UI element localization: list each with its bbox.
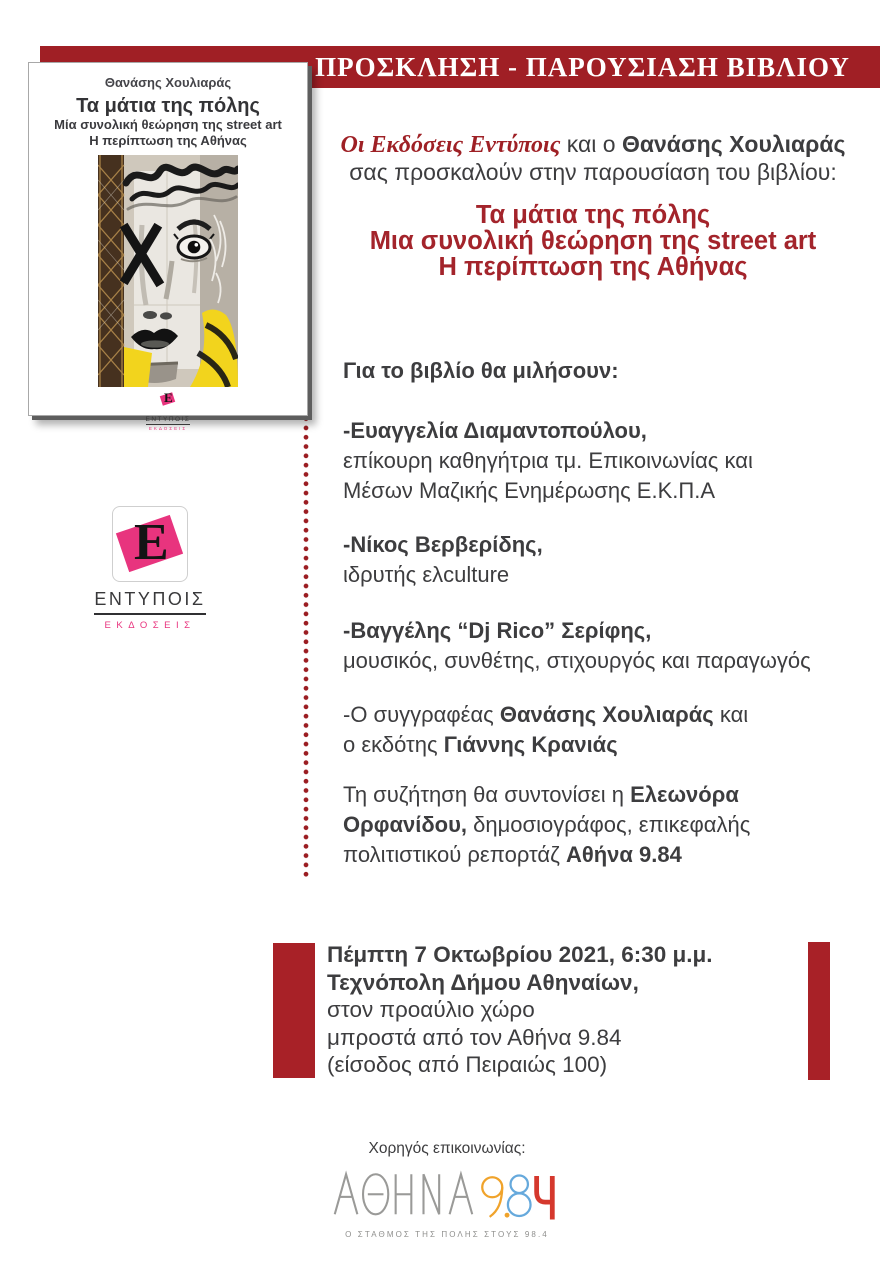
sponsor-tagline: Ο ΣΤΑΘΜΟΣ ΤΗΣ ΠΟΛΗΣ ΣΤΟΥΣ 98.4: [345, 1230, 549, 1239]
red-accent-bar-left: [273, 943, 315, 1078]
moderator-line-1: Τη συζήτηση θα συντονίσει η Ελεωνόρα: [343, 782, 739, 807]
event-location-2: μπροστά από τον Αθήνα 9.84: [327, 1024, 622, 1050]
book-cover-title: Τα μάτια της πόλης: [76, 95, 260, 117]
intro-line-1: Οι Εκδόσεις Εντύποις και ο Θανάσης Χουλιαράς: [340, 131, 846, 158]
speakers-section: [343, 356, 868, 870]
moderator: [343, 780, 868, 870]
book-title-line-3: Η περίπτωση της Αθήνας: [438, 253, 748, 281]
red-accent-bar-right: [808, 942, 830, 1080]
book-cover: [28, 62, 308, 431]
invitation-intro: [310, 131, 876, 280]
book-cover-author: Θανάσης Χουλιαράς: [104, 75, 232, 90]
event-details: [327, 941, 797, 1079]
book-cover-art: [98, 155, 238, 387]
event-venue: Τεχνόπολη Δήμου Αθηναίων,: [327, 969, 639, 995]
speaker-1-role-2: Μέσων Μαζικής Ενημέρωσης Ε.Κ.Π.Α: [343, 478, 716, 503]
speaker-3-role: μουσικός, συνθέτης, στιχουργός και παραγωγός: [343, 648, 811, 673]
author-name-text: Θανάσης Χουλιαράς: [621, 131, 846, 157]
event-entrance: (είσοδος από Πειραιώς 100): [327, 1052, 608, 1077]
book-title-line-2: Μια συνολική θεώρηση της street art: [369, 227, 817, 255]
publisher-logo-subtitle: ΕΚΔΟΣΕΙΣ: [104, 620, 196, 631]
speaker-1-role-1: επίκουρη καθηγήτρια τμ. Επικοινωνίας και: [343, 448, 753, 473]
speaker-3-name: -Βαγγέλης “Dj Rico” Σερίφης,: [343, 618, 652, 643]
speaker-2: [343, 530, 868, 590]
speaker-4: [343, 700, 868, 760]
event-datetime: Πέμπτη 7 Οκτωβρίου 2021, 6:30 μ.μ.: [327, 942, 713, 967]
speaker-4-line-1: -Ο συγγραφέας Θανάσης Χουλιαράς και: [343, 702, 749, 727]
book-title-line-1: Τα μάτια της πόλης: [475, 201, 711, 229]
intro-line-2: σας προσκαλούν στην παρουσίαση του βιβλίου:: [349, 158, 837, 185]
speaker-3: [343, 616, 868, 676]
publisher-logo-name: ΕΝΤΥΠΟΙΣ: [94, 589, 205, 615]
athina-984-logo-icon: [333, 1168, 561, 1224]
publisher-mark-icon: Ε: [158, 390, 178, 408]
moderator-line-2: Ορφανίδου, δημοσιογράφος, επικεφαλής: [343, 812, 751, 837]
book-cover-subtitle-1: Μία συνολική θεώρηση της street art: [54, 117, 282, 132]
speaker-2-role: ιδρυτής ελculture: [343, 562, 510, 587]
sponsor-section: [280, 1140, 614, 1239]
sponsor-label: Χορηγός επικοινωνίας:: [368, 1140, 526, 1157]
speaker-1: [343, 416, 868, 506]
publisher-name-text: Οι Εκδόσεις Εντύποις: [340, 132, 561, 158]
book-cover-subtitle-2: Η περίπτωση της Αθήνας: [89, 133, 247, 148]
book-title-red: [310, 202, 876, 280]
publisher-logo-icon: Ε: [112, 506, 188, 582]
moderator-line-3: πολιτιστικού ρεπορτάζ Αθήνα 9.84: [343, 842, 682, 867]
publisher-logo: [86, 506, 214, 631]
cover-publisher-logo: [29, 390, 307, 431]
speaker-2-name: -Νίκος Βερβερίδης,: [343, 532, 543, 557]
speaker-1-name: -Ευαγγελία Διαμαντοπούλου,: [343, 418, 647, 443]
speakers-heading: Για το βιβλίο θα μιλήσουν:: [343, 358, 619, 383]
athina-984-logo: [280, 1168, 614, 1229]
dotted-divider: [303, 414, 309, 880]
page-title: ΠΡΟΣΚΛΗΣΗ - ΠΑΡΟΥΣΙΑΣΗ ΒΙΒΛΙΟΥ: [315, 52, 850, 82]
cover-publisher-name: ΕΝΤΥΠΟΙΣ: [145, 416, 191, 423]
event-location-1: στον προαύλιο χώρο: [327, 997, 535, 1022]
fence-strip: [98, 155, 124, 387]
speaker-4-line-2: ο εκδότης Γιάννης Κρανιάς: [343, 732, 618, 757]
cover-publisher-sub: ΕΚΔΟΣΕΙΣ: [148, 426, 188, 431]
